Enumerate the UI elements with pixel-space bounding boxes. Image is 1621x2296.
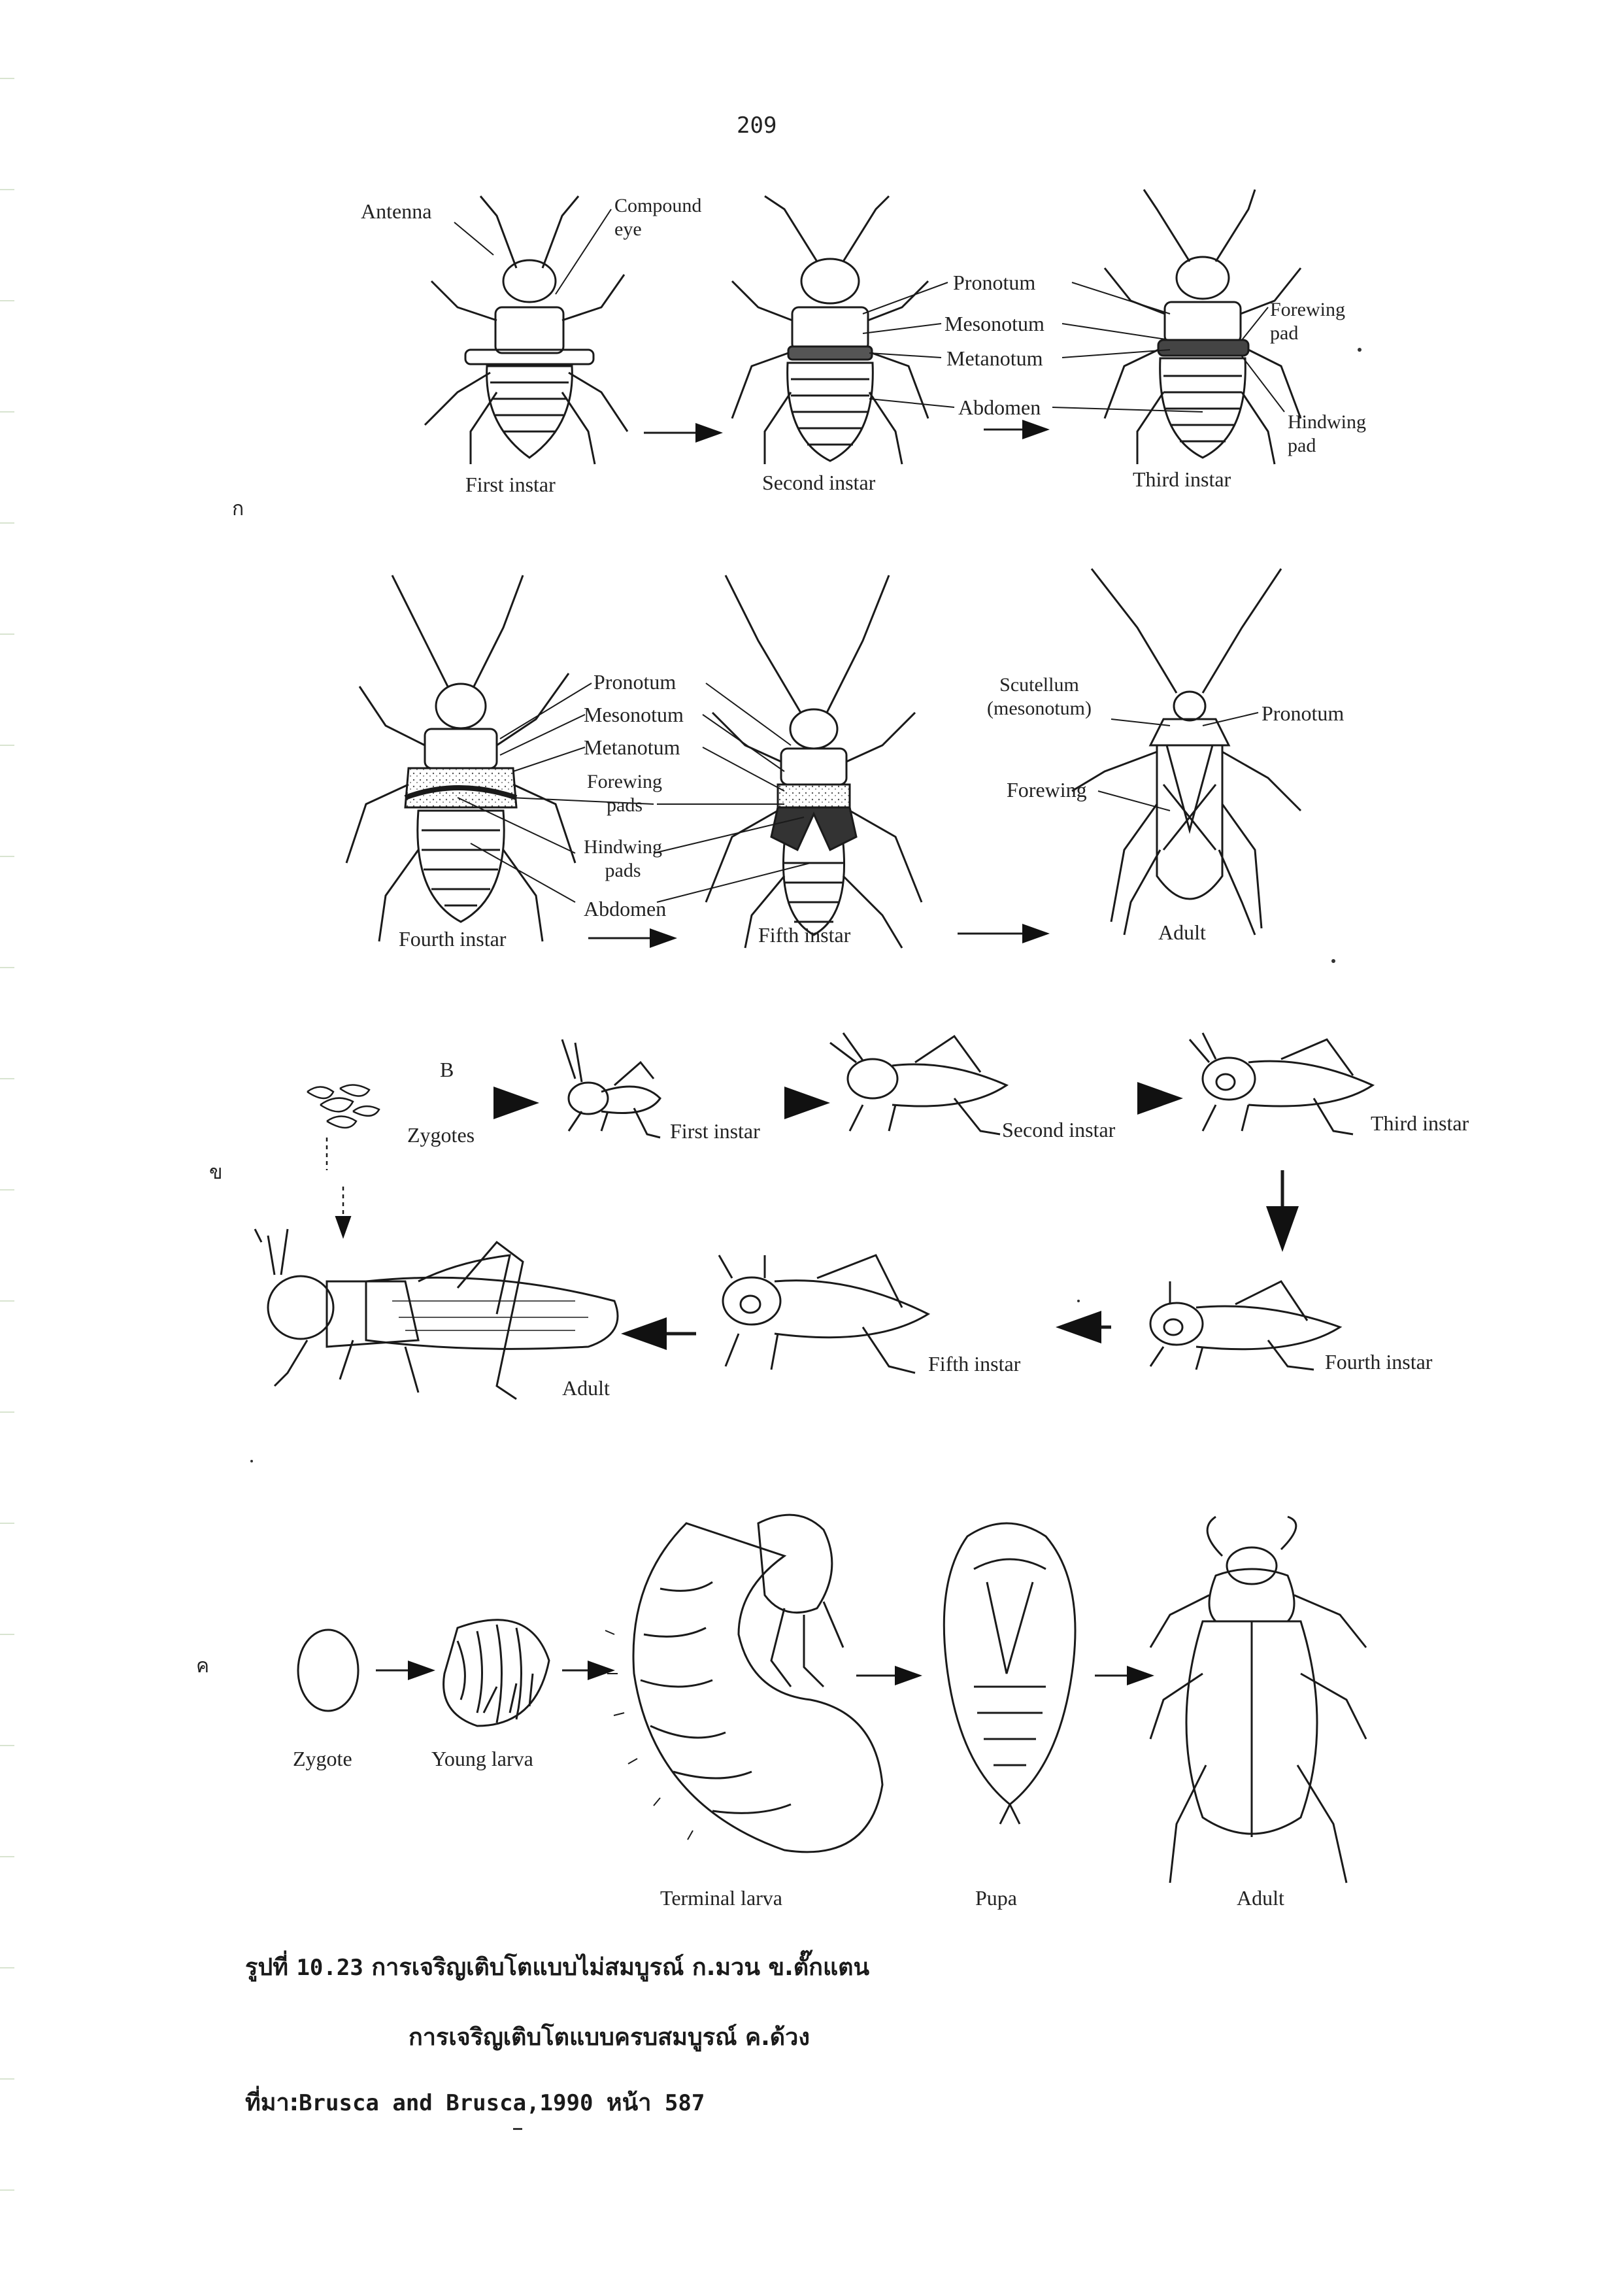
grasshopper-third-instar: [1190, 1033, 1373, 1134]
grasshopper-fourth-instar: [1150, 1281, 1340, 1370]
leaders-row2: [458, 683, 1258, 902]
beetle-zygote: [298, 1630, 358, 1711]
stage-fourth-instar-hopper: Fourth instar: [1325, 1350, 1433, 1374]
label-scutellum: Scutellum (mesonotum): [987, 674, 1092, 719]
source-label: ที่มา:: [245, 2089, 299, 2116]
stage-second-instar-bug: Second instar: [762, 471, 876, 494]
bug-second-instar: [732, 196, 928, 464]
beetle-pupa: [944, 1523, 1075, 1824]
source-page-word: หน้า: [606, 2089, 652, 2116]
label-abdomen-r2: Abdomen: [584, 897, 667, 920]
label-hindwing-pads: Hindwing pads: [584, 836, 662, 881]
source-page-number: 587: [651, 2090, 705, 2116]
beetle-young-larva: [444, 1620, 549, 1726]
stage-third-instar-bug: Third instar: [1133, 467, 1231, 491]
beetle-adult: [1150, 1517, 1366, 1883]
panel-c-marker: ค: [196, 1655, 210, 1678]
panel-b-marker: ข: [209, 1161, 223, 1184]
panel-a-marker: ก: [232, 498, 244, 520]
panel-b-letter: B: [440, 1058, 454, 1081]
caption-source: [245, 2084, 705, 2121]
bug-fifth-instar: [706, 575, 922, 948]
caption-figure-word: รูปที่: [245, 1954, 297, 1981]
label-pronotum-adult: Pronotum: [1262, 701, 1345, 725]
label-abdomen-r1: Abdomen: [958, 396, 1041, 419]
label-pronotum-r1: Pronotum: [953, 271, 1036, 294]
bug-first-instar: [425, 196, 627, 464]
grasshopper-adult: [255, 1229, 618, 1399]
caption-line-1-text: การเจริญเติบโตแบบไม่สมบูรณ์ ก.มวน ข.ตั๊กแตน: [363, 1954, 870, 1981]
arrows-panel-c: [376, 1670, 1150, 1676]
stage-second-instar-hopper: Second instar: [1002, 1118, 1116, 1141]
zygote-eggs: [307, 1085, 379, 1236]
beetle-terminal-larva: [605, 1515, 882, 1852]
label-forewing-pads: Forewing pads: [587, 771, 662, 816]
grasshopper-second-instar: [830, 1033, 1007, 1134]
stage-fifth-instar-bug: Fifth instar: [758, 923, 851, 947]
stage-adult-hopper: Adult: [562, 1376, 610, 1400]
stage-terminal-larva: Terminal larva: [660, 1886, 782, 1910]
caption-figure-number: 10.23: [296, 1955, 363, 1981]
label-antenna: Antenna: [361, 199, 432, 223]
label-mesonotum-r2: Mesonotum: [584, 703, 684, 726]
label-forewing-pad: Forewing pad: [1270, 299, 1345, 344]
stage-first-instar-hopper: First instar: [670, 1119, 760, 1143]
page-number: 209: [737, 112, 777, 139]
stage-fifth-instar-hopper: Fifth instar: [928, 1352, 1021, 1376]
stage-fourth-instar-bug: Fourth instar: [399, 927, 507, 951]
scan-specks: [250, 348, 1362, 2130]
stage-first-instar-bug: First instar: [465, 473, 556, 496]
label-compound-eye: Compound eye: [614, 195, 702, 240]
bug-adult: [1072, 569, 1301, 935]
caption-line-2: การเจริญเติบโตแบบครบสมบูรณ์ ค.ด้วง: [409, 2024, 810, 2051]
stage-zygotes: Zygotes: [407, 1123, 475, 1147]
bug-fourth-instar: [346, 575, 575, 941]
stage-young-larva: Young larva: [431, 1747, 533, 1770]
label-pronotum-r2: Pronotum: [593, 670, 677, 694]
label-mesonotum-r1: Mesonotum: [944, 312, 1044, 335]
stage-adult-beetle: Adult: [1237, 1886, 1284, 1910]
source-reference: Brusca and Brusca,1990: [299, 2090, 607, 2116]
label-hindwing-pad: Hindwing pad: [1288, 411, 1366, 456]
grasshopper-fifth-instar: [719, 1255, 928, 1373]
arrows-panel-b: [493, 1098, 1282, 1334]
label-metanotum-r1: Metanotum: [946, 346, 1043, 370]
stage-zygote-beetle: Zygote: [293, 1747, 352, 1770]
stage-third-instar-hopper: Third instar: [1371, 1111, 1469, 1135]
grasshopper-first-instar: [562, 1039, 660, 1138]
stage-pupa: Pupa: [975, 1886, 1017, 1910]
caption-line-1: [245, 1948, 869, 1985]
stage-adult-bug: Adult: [1158, 920, 1206, 944]
label-forewing: Forewing: [1007, 778, 1087, 802]
label-metanotum-r2: Metanotum: [584, 735, 680, 759]
